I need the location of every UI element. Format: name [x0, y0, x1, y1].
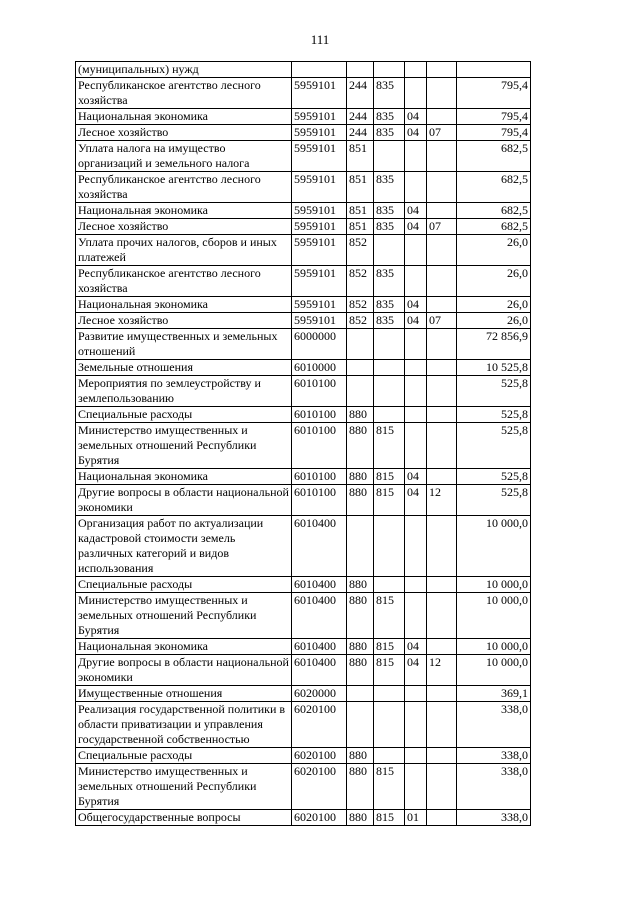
amount-cell: 338,0	[457, 748, 531, 764]
section-cell: 04	[405, 203, 427, 219]
expense-type-cell	[347, 62, 374, 78]
amount-cell: 525,8	[457, 469, 531, 485]
amount-cell: 10 000,0	[457, 655, 531, 686]
administrator-cell: 815	[374, 423, 405, 469]
subsection-cell	[427, 172, 457, 203]
administrator-cell	[374, 141, 405, 172]
row-name-cell: Национальная экономика	[76, 297, 292, 313]
expense-type-cell: 880	[347, 469, 374, 485]
amount-cell: 795,4	[457, 78, 531, 109]
section-cell	[405, 516, 427, 577]
amount-cell: 682,5	[457, 219, 531, 235]
table-row	[76, 297, 531, 313]
amount-cell: 682,5	[457, 141, 531, 172]
administrator-cell	[374, 329, 405, 360]
target-article-cell	[292, 62, 347, 78]
section-cell	[405, 577, 427, 593]
subsection-cell	[427, 376, 457, 407]
section-cell	[405, 62, 427, 78]
expense-type-cell: 880	[347, 577, 374, 593]
target-article-cell: 6010400	[292, 655, 347, 686]
subsection-cell	[427, 423, 457, 469]
row-name-cell: Имущественные отношения	[76, 686, 292, 702]
row-name-cell: Развитие имущественных и земельных отношений	[76, 329, 292, 360]
subsection-cell: 12	[427, 655, 457, 686]
subsection-cell: 07	[427, 313, 457, 329]
table-row	[76, 593, 531, 639]
table-row	[76, 577, 531, 593]
table-row	[76, 360, 531, 376]
section-cell	[405, 593, 427, 639]
row-name-cell: Другие вопросы в области национальной экономики	[76, 655, 292, 686]
target-article-cell: 6010400	[292, 639, 347, 655]
expense-type-cell: 880	[347, 593, 374, 639]
amount-cell: 795,4	[457, 125, 531, 141]
row-name-cell: Министерство имущественных и земельных отношений Республики Бурятия	[76, 423, 292, 469]
target-article-cell: 5959101	[292, 219, 347, 235]
target-article-cell: 5959101	[292, 297, 347, 313]
row-name-cell: Республиканское агентство лесного хозяйства	[76, 266, 292, 297]
target-article-cell: 5959101	[292, 313, 347, 329]
table-row	[76, 748, 531, 764]
target-article-cell: 6020100	[292, 764, 347, 810]
administrator-cell	[374, 577, 405, 593]
administrator-cell	[374, 235, 405, 266]
administrator-cell: 815	[374, 764, 405, 810]
administrator-cell: 835	[374, 78, 405, 109]
row-name-cell: Общегосударственные вопросы	[76, 810, 292, 826]
target-article-cell: 6010100	[292, 423, 347, 469]
table-row	[76, 764, 531, 810]
table-row	[76, 203, 531, 219]
table-row	[76, 423, 531, 469]
administrator-cell: 835	[374, 313, 405, 329]
amount-cell: 26,0	[457, 297, 531, 313]
expense-type-cell: 880	[347, 407, 374, 423]
section-cell	[405, 376, 427, 407]
target-article-cell: 6020100	[292, 748, 347, 764]
row-name-cell: Реализация государственной политики в области приватизации и управления государственной собственностью	[76, 702, 292, 748]
expense-type-cell: 244	[347, 125, 374, 141]
expense-type-cell: 244	[347, 109, 374, 125]
table-row	[76, 219, 531, 235]
row-name-cell: Уплата налога на имущество организаций и земельного налога	[76, 141, 292, 172]
section-cell: 04	[405, 313, 427, 329]
administrator-cell	[374, 748, 405, 764]
amount-cell: 10 525,8	[457, 360, 531, 376]
target-article-cell: 6020100	[292, 702, 347, 748]
table-row	[76, 62, 531, 78]
section-cell: 04	[405, 485, 427, 516]
expense-type-cell: 851	[347, 141, 374, 172]
section-cell: 04	[405, 125, 427, 141]
amount-cell: 795,4	[457, 109, 531, 125]
amount-cell: 10 000,0	[457, 593, 531, 639]
row-name-cell: Специальные расходы	[76, 577, 292, 593]
row-name-cell: Национальная экономика	[76, 109, 292, 125]
amount-cell: 338,0	[457, 764, 531, 810]
amount-cell: 369,1	[457, 686, 531, 702]
section-cell: 04	[405, 219, 427, 235]
amount-cell: 525,8	[457, 407, 531, 423]
expense-type-cell: 880	[347, 810, 374, 826]
section-cell	[405, 78, 427, 109]
section-cell	[405, 423, 427, 469]
subsection-cell	[427, 297, 457, 313]
section-cell	[405, 748, 427, 764]
budget-table	[75, 61, 531, 826]
administrator-cell	[374, 407, 405, 423]
row-name-cell: Специальные расходы	[76, 407, 292, 423]
row-name-cell: Национальная экономика	[76, 639, 292, 655]
amount-cell: 682,5	[457, 172, 531, 203]
row-name-cell: Национальная экономика	[76, 203, 292, 219]
target-article-cell: 5959101	[292, 235, 347, 266]
section-cell	[405, 702, 427, 748]
amount-cell: 338,0	[457, 810, 531, 826]
table-row	[76, 469, 531, 485]
subsection-cell	[427, 360, 457, 376]
administrator-cell: 835	[374, 172, 405, 203]
table-row	[76, 376, 531, 407]
target-article-cell: 6010100	[292, 376, 347, 407]
target-article-cell: 6020000	[292, 686, 347, 702]
amount-cell: 26,0	[457, 313, 531, 329]
expense-type-cell	[347, 360, 374, 376]
expense-type-cell: 880	[347, 485, 374, 516]
administrator-cell: 815	[374, 655, 405, 686]
table-row	[76, 516, 531, 577]
table-row	[76, 810, 531, 826]
table-row	[76, 125, 531, 141]
administrator-cell: 815	[374, 485, 405, 516]
expense-type-cell: 880	[347, 639, 374, 655]
target-article-cell: 5959101	[292, 203, 347, 219]
administrator-cell: 815	[374, 469, 405, 485]
amount-cell: 26,0	[457, 235, 531, 266]
subsection-cell	[427, 407, 457, 423]
amount-cell	[457, 62, 531, 78]
row-name-cell: Земельные отношения	[76, 360, 292, 376]
target-article-cell: 5959101	[292, 141, 347, 172]
subsection-cell	[427, 639, 457, 655]
subsection-cell	[427, 235, 457, 266]
administrator-cell	[374, 62, 405, 78]
expense-type-cell	[347, 516, 374, 577]
target-article-cell: 5959101	[292, 172, 347, 203]
section-cell: 01	[405, 810, 427, 826]
target-article-cell: 6010400	[292, 593, 347, 639]
section-cell	[405, 329, 427, 360]
target-article-cell: 5959101	[292, 266, 347, 297]
subsection-cell	[427, 748, 457, 764]
target-article-cell: 6010100	[292, 407, 347, 423]
row-name-cell: Лесное хозяйство	[76, 125, 292, 141]
subsection-cell: 12	[427, 485, 457, 516]
administrator-cell: 815	[374, 810, 405, 826]
amount-cell: 525,8	[457, 376, 531, 407]
section-cell	[405, 235, 427, 266]
section-cell: 04	[405, 655, 427, 686]
expense-type-cell: 244	[347, 78, 374, 109]
table-row	[76, 172, 531, 203]
expense-type-cell: 851	[347, 172, 374, 203]
administrator-cell: 835	[374, 219, 405, 235]
section-cell	[405, 407, 427, 423]
expense-type-cell: 880	[347, 423, 374, 469]
administrator-cell: 835	[374, 125, 405, 141]
amount-cell: 26,0	[457, 266, 531, 297]
administrator-cell: 815	[374, 593, 405, 639]
amount-cell: 10 000,0	[457, 577, 531, 593]
row-name-cell: Лесное хозяйство	[76, 313, 292, 329]
administrator-cell	[374, 686, 405, 702]
table-row	[76, 655, 531, 686]
section-cell: 04	[405, 109, 427, 125]
expense-type-cell	[347, 376, 374, 407]
section-cell	[405, 686, 427, 702]
expense-type-cell: 852	[347, 235, 374, 266]
target-article-cell: 6010100	[292, 485, 347, 516]
administrator-cell: 835	[374, 203, 405, 219]
expense-type-cell: 880	[347, 655, 374, 686]
table-row	[76, 686, 531, 702]
table-row	[76, 141, 531, 172]
subsection-cell: 07	[427, 125, 457, 141]
subsection-cell	[427, 109, 457, 125]
table-row	[76, 407, 531, 423]
row-name-cell: Министерство имущественных и земельных отношений Республики Бурятия	[76, 764, 292, 810]
subsection-cell	[427, 810, 457, 826]
row-name-cell: Специальные расходы	[76, 748, 292, 764]
amount-cell: 72 856,9	[457, 329, 531, 360]
subsection-cell	[427, 593, 457, 639]
subsection-cell	[427, 141, 457, 172]
administrator-cell	[374, 516, 405, 577]
section-cell	[405, 141, 427, 172]
administrator-cell: 815	[374, 639, 405, 655]
administrator-cell: 835	[374, 266, 405, 297]
target-article-cell: 6010400	[292, 516, 347, 577]
target-article-cell: 6000000	[292, 329, 347, 360]
amount-cell: 338,0	[457, 702, 531, 748]
expense-type-cell: 880	[347, 748, 374, 764]
amount-cell: 682,5	[457, 203, 531, 219]
section-cell	[405, 764, 427, 810]
row-name-cell: Республиканское агентство лесного хозяйства	[76, 172, 292, 203]
row-name-cell: Уплата прочих налогов, сборов и иных платежей	[76, 235, 292, 266]
target-article-cell: 5959101	[292, 109, 347, 125]
target-article-cell: 6010400	[292, 577, 347, 593]
subsection-cell	[427, 702, 457, 748]
subsection-cell	[427, 469, 457, 485]
administrator-cell: 835	[374, 109, 405, 125]
subsection-cell	[427, 516, 457, 577]
administrator-cell: 835	[374, 297, 405, 313]
subsection-cell	[427, 329, 457, 360]
table-row	[76, 266, 531, 297]
amount-cell: 525,8	[457, 485, 531, 516]
table-row	[76, 639, 531, 655]
section-cell: 04	[405, 469, 427, 485]
expense-type-cell: 852	[347, 266, 374, 297]
expense-type-cell: 880	[347, 764, 374, 810]
row-name-cell: Национальная экономика	[76, 469, 292, 485]
table-row	[76, 78, 531, 109]
row-name-cell: Лесное хозяйство	[76, 219, 292, 235]
expense-type-cell: 852	[347, 297, 374, 313]
row-name-cell: Другие вопросы в области национальной экономики	[76, 485, 292, 516]
subsection-cell	[427, 78, 457, 109]
subsection-cell	[427, 764, 457, 810]
expense-type-cell: 852	[347, 313, 374, 329]
table-row	[76, 313, 531, 329]
table-row	[76, 235, 531, 266]
section-cell: 04	[405, 297, 427, 313]
section-cell	[405, 172, 427, 203]
row-name-cell: Республиканское агентство лесного хозяйства	[76, 78, 292, 109]
row-name-cell: Организация работ по актуализации кадастровой стоимости земель различных категорий и видов использования	[76, 516, 292, 577]
expense-type-cell	[347, 329, 374, 360]
target-article-cell: 6020100	[292, 810, 347, 826]
row-name-cell: (муниципальных) нужд	[76, 62, 292, 78]
table-row	[76, 702, 531, 748]
page-number: 111	[310, 32, 330, 47]
table-body	[76, 62, 531, 826]
expense-type-cell: 851	[347, 219, 374, 235]
table-row	[76, 329, 531, 360]
section-cell: 04	[405, 639, 427, 655]
amount-cell: 10 000,0	[457, 516, 531, 577]
administrator-cell	[374, 360, 405, 376]
row-name-cell: Министерство имущественных и земельных отношений Республики Бурятия	[76, 593, 292, 639]
subsection-cell	[427, 577, 457, 593]
amount-cell: 10 000,0	[457, 639, 531, 655]
administrator-cell	[374, 376, 405, 407]
expense-type-cell	[347, 686, 374, 702]
subsection-cell	[427, 266, 457, 297]
administrator-cell	[374, 702, 405, 748]
target-article-cell: 5959101	[292, 78, 347, 109]
section-cell	[405, 360, 427, 376]
expense-type-cell	[347, 702, 374, 748]
table-row	[76, 109, 531, 125]
target-article-cell: 6010100	[292, 469, 347, 485]
subsection-cell	[427, 686, 457, 702]
target-article-cell: 5959101	[292, 125, 347, 141]
target-article-cell: 6010000	[292, 360, 347, 376]
table-row	[76, 485, 531, 516]
amount-cell: 525,8	[457, 423, 531, 469]
subsection-cell	[427, 203, 457, 219]
subsection-cell	[427, 62, 457, 78]
expense-type-cell: 851	[347, 203, 374, 219]
subsection-cell: 07	[427, 219, 457, 235]
section-cell	[405, 266, 427, 297]
row-name-cell: Мероприятия по землеустройству и землепользованию	[76, 376, 292, 407]
